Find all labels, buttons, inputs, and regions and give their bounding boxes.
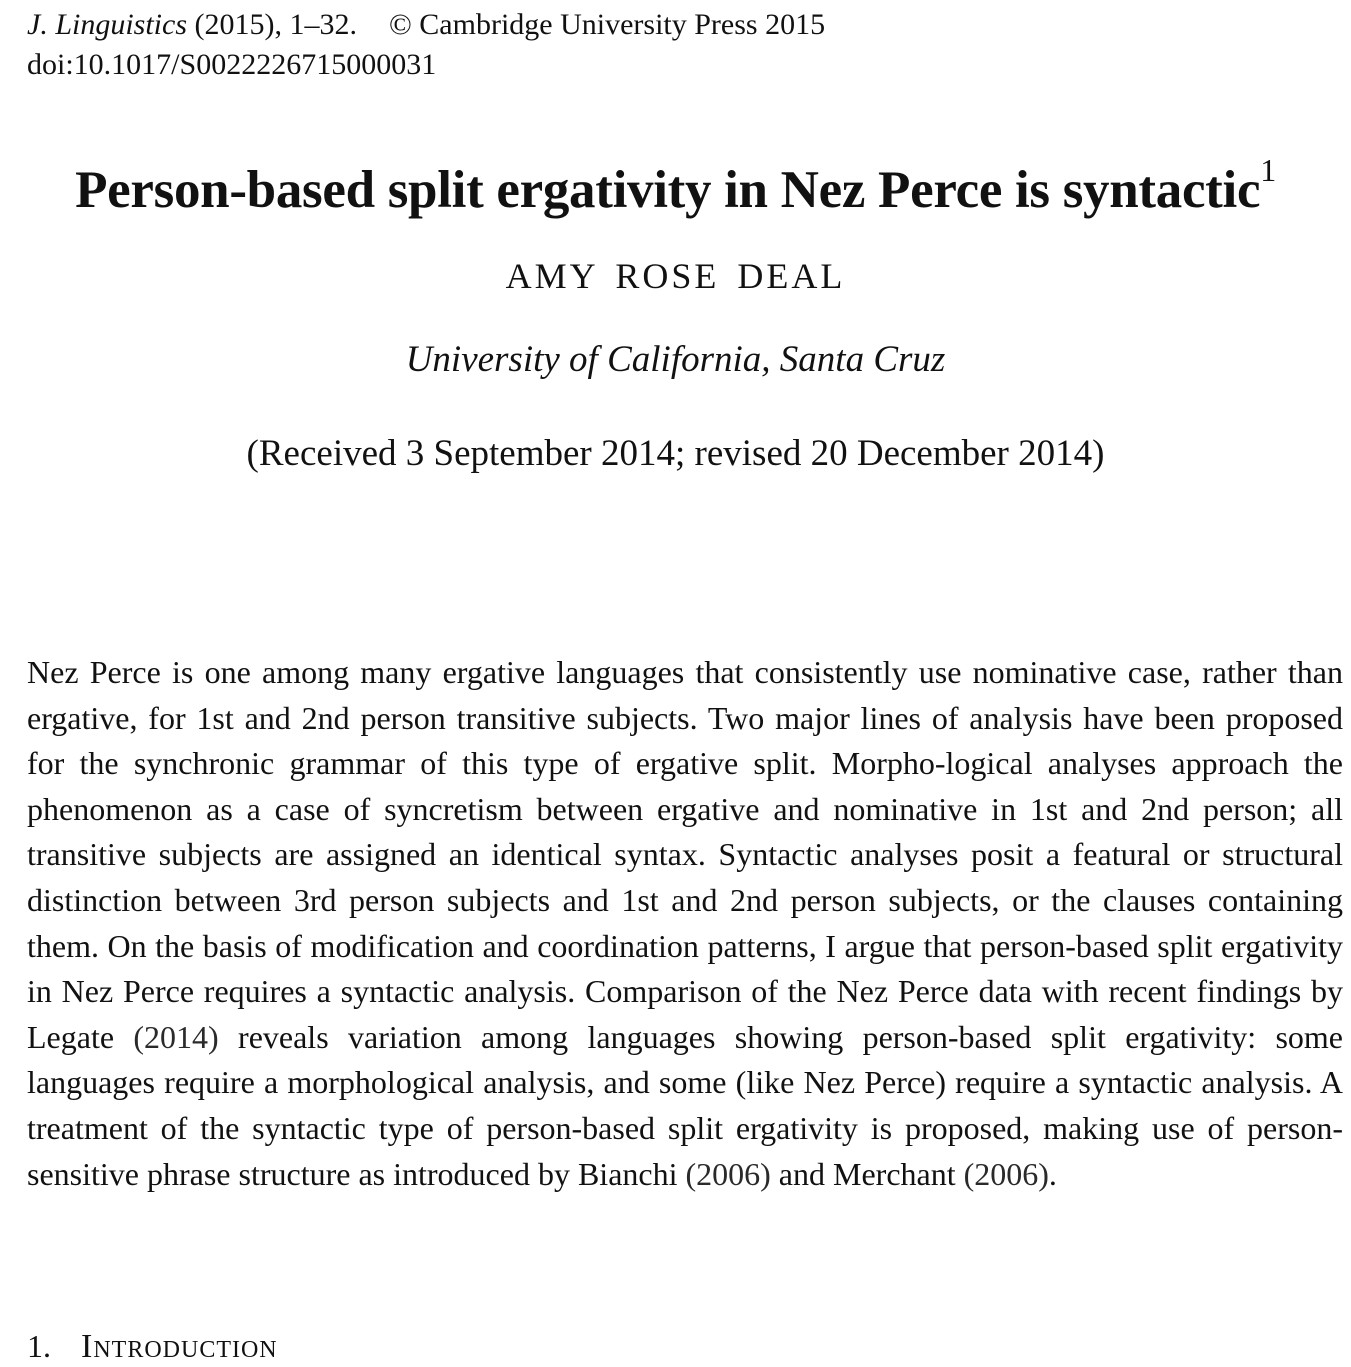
author-name: AMY ROSE DEAL bbox=[505, 256, 846, 296]
abstract-text-1: Nez Perce is one among many ergative languages that consistently use nominative case, rather than ergative, for 1st and 2nd person transitive subjects. Two major lines of analysis have been proposed for the synchronic grammar of this type of ergative split. Morpho-logical analyses approach the phenomenon as a case of syncretism between ergative and nominative in 1st and 2nd person; all transitive subjects are assigned an identical syntax. Syntactic analyses posit a featural or structural distinction between 3rd person subjects and 1st and 2nd person subjects, or the clauses containing them. On the basis of modification and coordination patterns, I argue that person-based split ergativity in Nez Perce requires a syntactic analysis. Comparison of the Nez Perce data with recent findings by Legate bbox=[27, 654, 1343, 1055]
article-title-text: Person-based split ergativity in Nez Perce is syntactic bbox=[75, 161, 1261, 219]
received-dates: (Received 3 September 2014; revised 20 December 2014) bbox=[246, 433, 1105, 474]
copyright-notice: © Cambridge University Press 2015 bbox=[389, 8, 826, 41]
section-number: 1. bbox=[27, 1328, 51, 1364]
abstract-text-4: . bbox=[1048, 1155, 1057, 1192]
article-title bbox=[0, 152, 1351, 222]
section-title: Introduction bbox=[81, 1328, 278, 1365]
journal-name: J. Linguistics bbox=[27, 8, 188, 41]
doi[interactable]: doi:10.1017/S0022226715000031 bbox=[27, 48, 437, 81]
citation-link-merchant[interactable]: (2006) bbox=[963, 1155, 1049, 1192]
section-heading bbox=[27, 1326, 278, 1367]
journal-citation-line bbox=[27, 8, 825, 42]
abstract-text-3: and Merchant bbox=[770, 1155, 964, 1192]
journal-volume-pages: (2015), 1–32. bbox=[194, 8, 357, 41]
title-footnote-mark[interactable]: 1 bbox=[1260, 152, 1276, 188]
citation-link-bianchi[interactable]: (2006) bbox=[685, 1155, 771, 1192]
abstract-text-2: reveals variation among languages showing person-based split ergativity: some languages require a morphological analysis, and some (like Nez Perce) require a syntactic analysis. A treatment of the syntactic type of person-based split ergativity is proposed, making use of person-sensitive phrase structure as introduced by Bianchi bbox=[27, 1018, 1344, 1192]
citation-link-legate[interactable]: (2014) bbox=[133, 1018, 219, 1055]
abstract bbox=[27, 650, 1343, 1197]
author-affiliation: University of California, Santa Cruz bbox=[405, 339, 946, 380]
